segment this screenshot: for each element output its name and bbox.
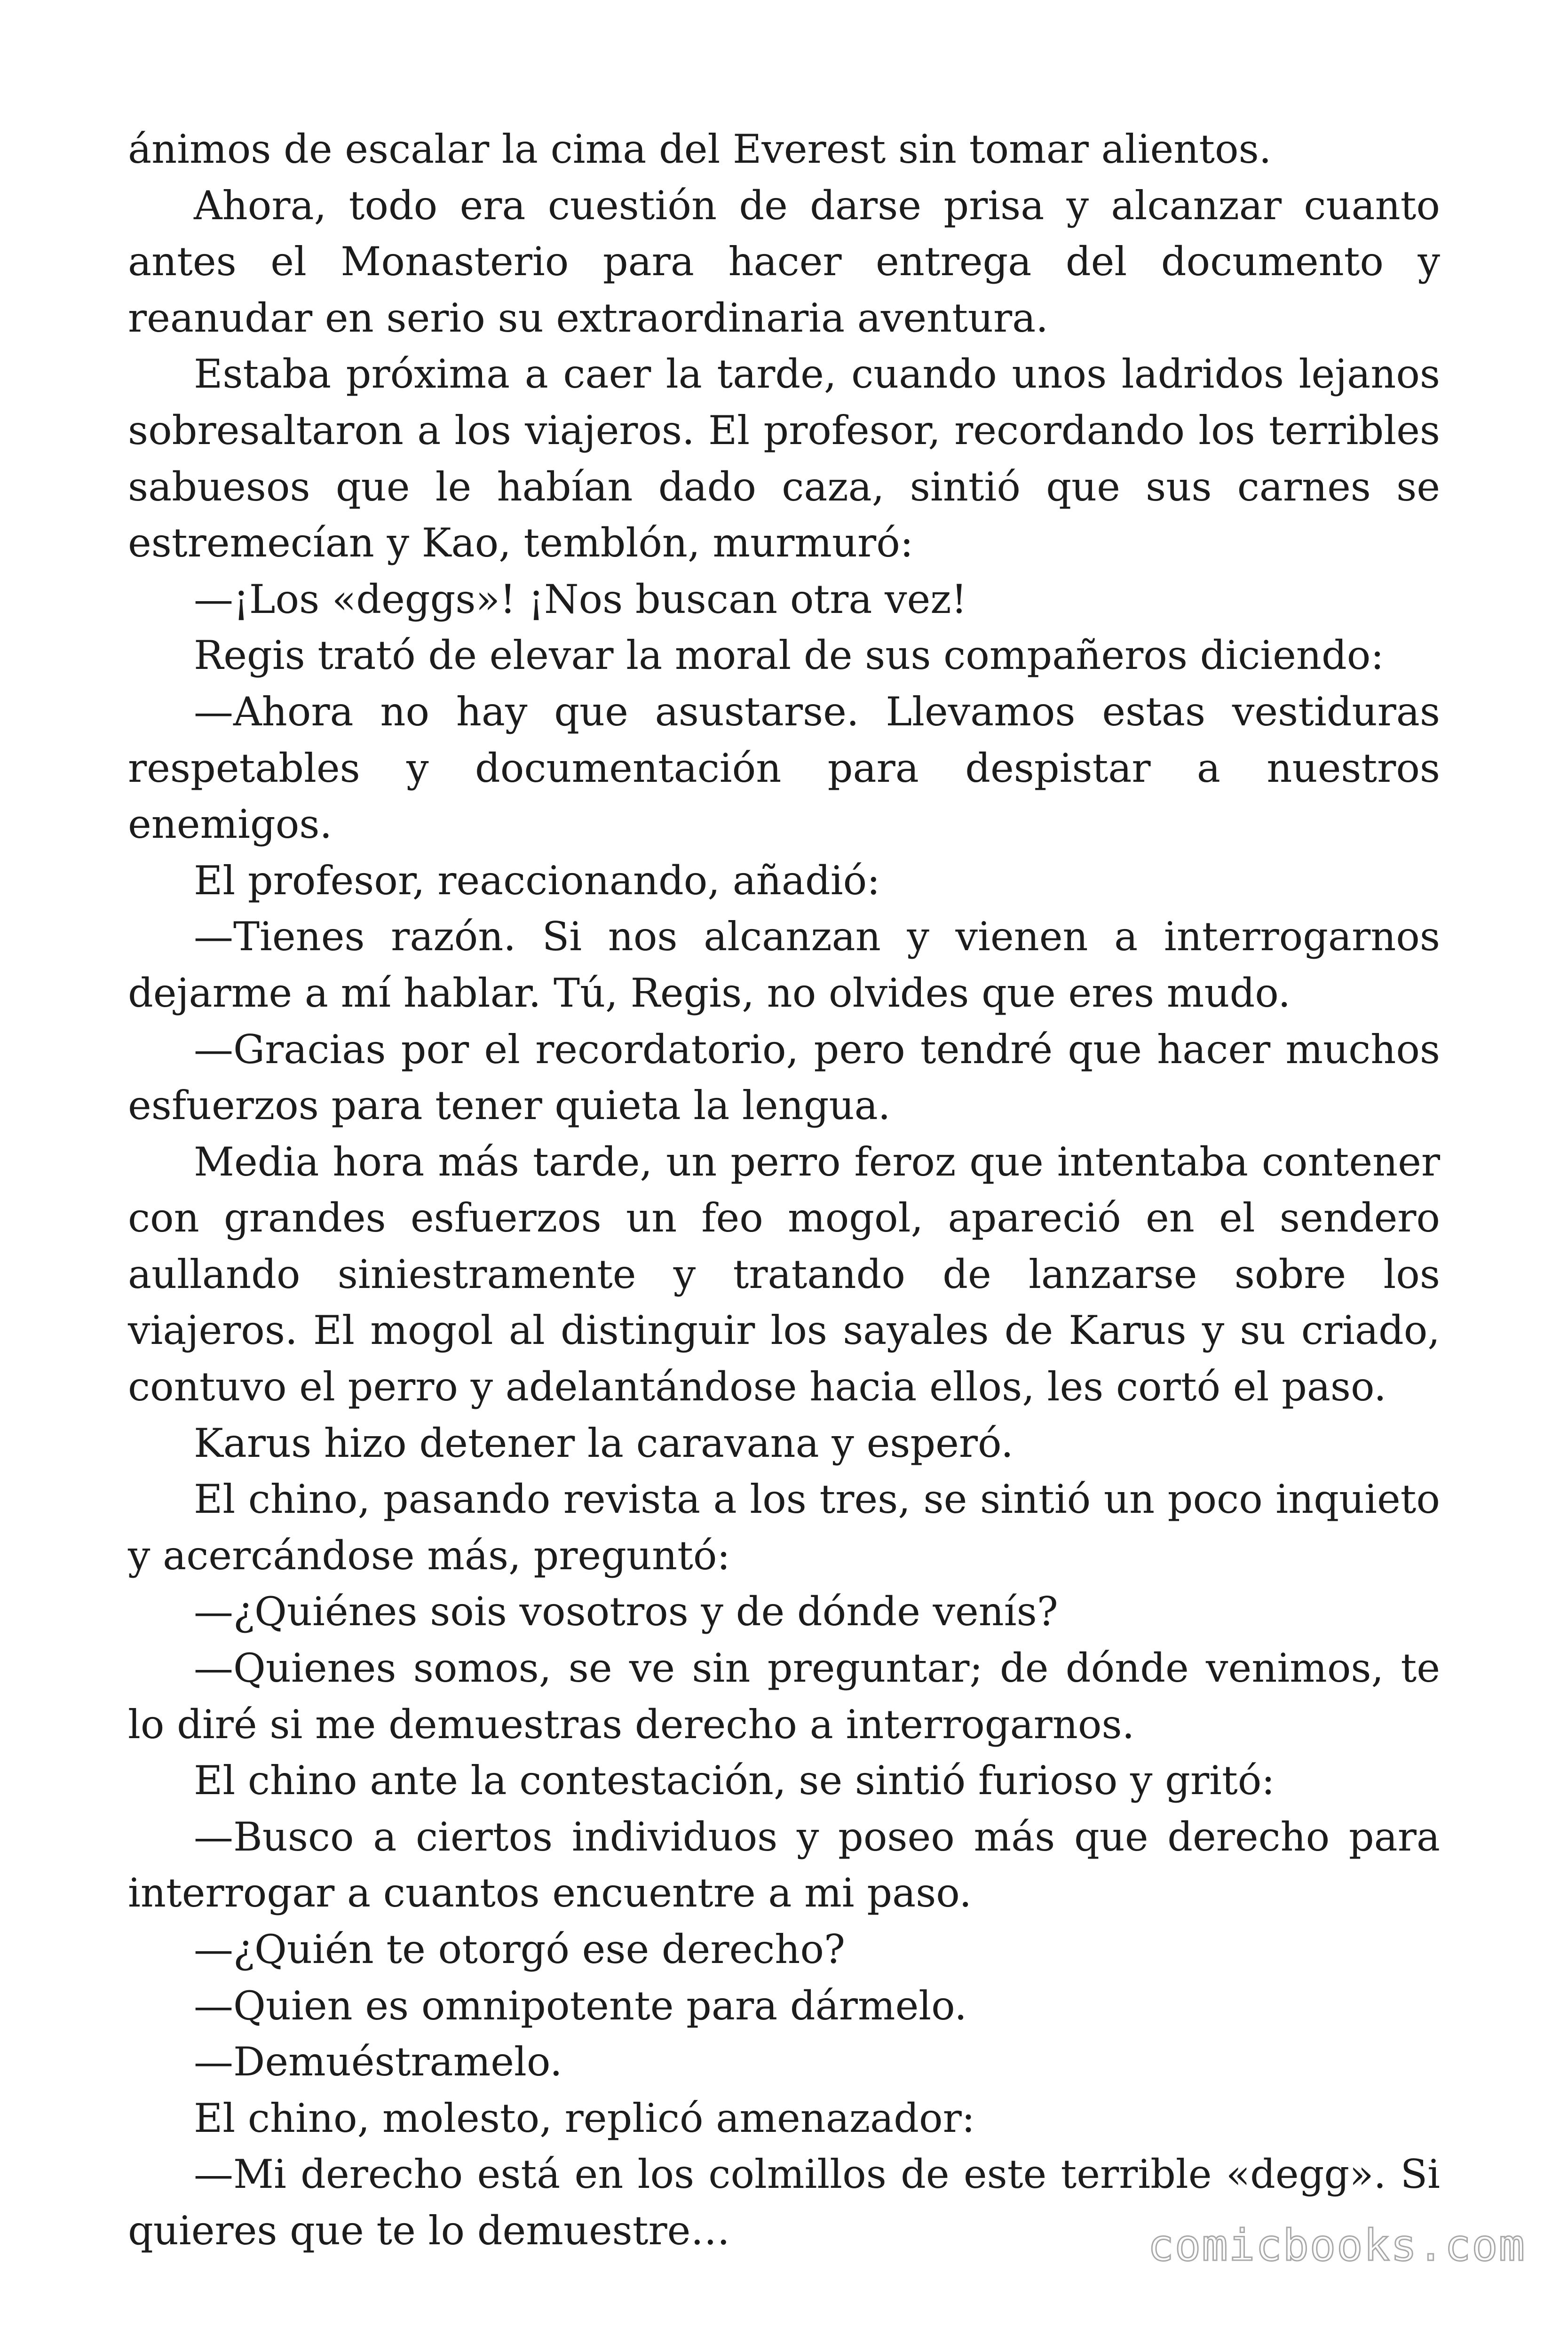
dialogue-line: —Quienes somos, se ve sin preguntar; de dónde venimos, te lo diré si me demuestras derecho a interrogarnos.	[128, 1645, 1440, 1748]
dialogue-line: —Busco a ciertos individuos y poseo más que derecho para interrogar a cuantos encuentre a mi paso.	[128, 1813, 1440, 1916]
site-watermark: comicbooks.com	[1148, 2220, 1526, 2271]
dialogue-line: —¿Quién te otorgó ese derecho?	[194, 1926, 845, 1972]
dialogue-line: —¡Los «deggs»! ¡Nos buscan otra vez!	[194, 576, 967, 622]
dialogue-line: —¿Quiénes sois vosotros y de dónde venís?	[194, 1589, 1058, 1635]
paragraph: Media hora más tarde, un perro feroz que intentaba contener con grandes esfuerzos un feo mogol, apareció en el sendero aullando siniestramente y tratando de lanzarse sobre los viajeros. El mogol al distinguir los sayales de Karus y su criado, contuvo el perro y adelantándose hacia ellos, les cortó el paso.	[128, 1138, 1440, 1410]
dialogue-line: —Gracias por el recordatorio, pero tendré que hacer muchos esfuerzos para tener quieta la lengua.	[128, 1026, 1440, 1129]
body-text	[128, 121, 1440, 2259]
paragraph: El chino, pasando revista a los tres, se sintió un poco inquieto y acercándose más, preguntó:	[128, 1476, 1440, 1579]
dialogue-line: —Mi derecho está en los colmillos de este terrible «degg». Si quieres que te lo demuestre…	[128, 2151, 1440, 2254]
dialogue-line: —Ahora no hay que asustarse. Llevamos estas vestiduras respetables y documentación para despistar a nuestros enemigos.	[128, 688, 1440, 848]
paragraph: Regis trató de elevar la moral de sus compañeros diciendo:	[194, 632, 1384, 679]
dialogue-line: —Demuéstramelo.	[194, 2039, 562, 2085]
paragraph: El chino, molesto, replicó amenazador:	[194, 2095, 975, 2141]
paragraph: ánimos de escalar la cima del Everest sin tomar alientos.	[128, 126, 1272, 172]
dialogue-line: —Quien es omnipotente para dármelo.	[194, 1982, 967, 2029]
paragraph: Karus hizo detener la caravana y esperó.	[194, 1420, 1014, 1466]
dialogue-line: —Tienes razón. Si nos alcanzan y vienen a interrogarnos dejarme a mí hablar. Tú, Regis, no olvides que eres mudo.	[128, 914, 1440, 1016]
paragraph: El profesor, reaccionando, añadió:	[194, 857, 880, 904]
paragraph: Estaba próxima a caer la tarde, cuando unos ladridos lejanos sobresaltaron a los viajeros. El profesor, recordando los terribles sabuesos que le habían dado caza, sintió que sus carnes se estremecían y Kao, temblón, murmuró:	[128, 351, 1440, 566]
paragraph: Ahora, todo era cuestión de darse prisa y alcanzar cuanto antes el Monasterio para hacer entrega del documento y reanudar en serio su extraordinaria aventura.	[128, 182, 1440, 341]
paragraph: El chino ante la contestación, se sintió furioso y gritó:	[194, 1757, 1275, 1804]
